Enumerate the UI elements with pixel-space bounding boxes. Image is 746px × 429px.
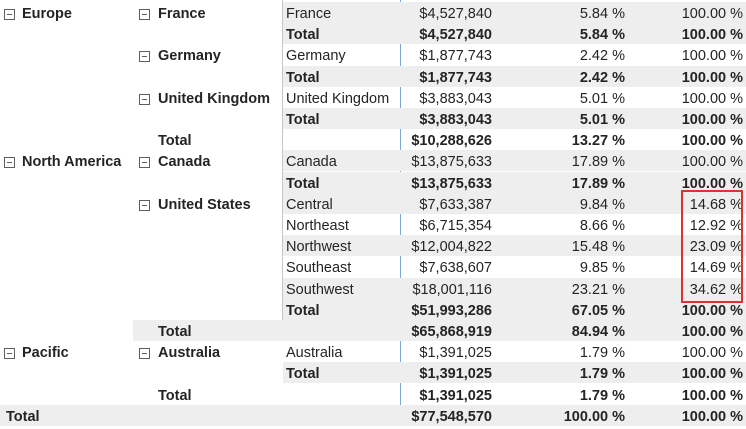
pct-of-parent-total: 100.00 % [681, 387, 743, 404]
pct-of-parent-total: 34.62 % [689, 281, 743, 298]
table-row [0, 66, 746, 87]
table-row [0, 172, 746, 193]
table-row [0, 299, 746, 320]
pct-of-parent-total: 100.00 % [681, 90, 743, 107]
country-label: Total [158, 387, 192, 404]
pct-of-grand-total: 17.89 % [571, 154, 625, 171]
pct-of-grand-total: 1.79 % [579, 366, 625, 383]
pct-of-parent-total: 100.00 % [681, 324, 743, 340]
pct-of-grand-total: 9.84 % [579, 196, 625, 213]
table-row [0, 2, 746, 23]
pct-of-parent-total: 100.00 % [681, 366, 743, 383]
pct-of-parent-total: 12.92 % [689, 218, 743, 234]
table-row [0, 320, 746, 341]
subregion-label: Total [286, 302, 320, 319]
table-row [0, 129, 746, 150]
subregion-label: Australia [286, 345, 343, 362]
pct-of-parent-total: 100.00 % [681, 345, 743, 362]
sales-value: $3,883,043 [419, 90, 492, 107]
pct-of-grand-total: 100.00 % [563, 408, 625, 425]
sales-value: $77,548,570 [411, 408, 492, 425]
country-label: Australia [158, 345, 221, 362]
sales-value: $6,715,354 [419, 218, 492, 234]
subregion-label: Germany [286, 48, 346, 65]
pct-of-parent-total: 14.69 % [689, 260, 743, 277]
sales-value: $1,391,025 [419, 345, 492, 362]
sales-value: $1,877,743 [419, 48, 492, 65]
pct-of-grand-total: 84.94 % [571, 324, 625, 340]
subregion-label: Northeast [286, 218, 349, 234]
sales-value: $13,875,633 [411, 154, 492, 171]
sales-value: $65,868,919 [411, 324, 492, 340]
pct-of-parent-total: 100.00 % [681, 6, 743, 22]
subregion-label: Canada [286, 154, 337, 171]
collapse-country-icon[interactable] [139, 51, 150, 62]
sales-value: $7,633,387 [419, 196, 492, 213]
table-row [0, 362, 746, 383]
subregion-label: Total [286, 27, 320, 44]
subregion-label: France [286, 6, 332, 22]
pct-of-parent-total: 100.00 % [681, 175, 743, 192]
pct-of-grand-total: 1.79 % [579, 387, 625, 404]
pct-of-grand-total: 5.01 % [579, 112, 625, 128]
country-label: Total [158, 133, 192, 150]
table-row [0, 150, 746, 171]
subregion-label: Northwest [286, 239, 352, 256]
table-row [0, 193, 746, 214]
table-row [0, 235, 746, 256]
sales-value: $4,527,840 [419, 6, 492, 22]
country-label: France [158, 6, 206, 22]
sales-value: $18,001,116 [412, 281, 492, 298]
collapse-region-icon[interactable] [4, 9, 15, 20]
table-row [0, 108, 746, 129]
pct-of-grand-total: 67.05 % [571, 302, 625, 319]
highlight-box [681, 190, 743, 303]
collapse-region-icon[interactable] [4, 348, 15, 359]
collapse-country-icon[interactable] [139, 348, 150, 359]
pct-of-grand-total: 2.42 % [579, 48, 625, 65]
sales-value: $7,638,607 [419, 260, 492, 277]
subregion-label: United Kingdom [286, 90, 390, 107]
sales-value: $13,875,633 [411, 175, 492, 192]
collapse-country-icon[interactable] [139, 94, 150, 105]
table-row [0, 384, 746, 405]
table-row [0, 341, 746, 362]
pct-of-grand-total: 13.27 % [571, 133, 625, 150]
subregion-label: Total [286, 112, 320, 128]
pct-of-parent-total: 100.00 % [681, 302, 743, 319]
pct-of-parent-total: 100.00 % [681, 112, 743, 128]
table-row [0, 44, 746, 65]
region-label: Europe [22, 6, 72, 22]
country-label: United Kingdom [158, 90, 270, 107]
region-label: North America [22, 154, 122, 171]
pct-of-grand-total: 8.66 % [579, 218, 625, 234]
sales-value: $51,993,286 [411, 302, 492, 319]
subregion-label: Total [286, 366, 320, 383]
subregion-label: Central [286, 196, 333, 213]
pct-of-grand-total: 5.84 % [579, 6, 625, 22]
table-row [0, 256, 746, 277]
pct-of-parent-total: 100.00 % [681, 69, 743, 86]
table-row [0, 278, 746, 299]
country-label: Germany [158, 48, 221, 65]
pct-of-grand-total: 17.89 % [571, 175, 625, 192]
region-label: Pacific [22, 345, 69, 362]
region-label: Total [6, 408, 40, 425]
pct-of-grand-total: 23.21 % [571, 281, 625, 298]
table-row [0, 214, 746, 235]
sales-value: $1,391,025 [419, 366, 492, 383]
country-label: Canada [158, 154, 211, 171]
pct-of-grand-total: 15.48 % [571, 239, 625, 256]
country-label: Total [158, 324, 192, 340]
collapse-country-icon[interactable] [139, 9, 150, 20]
pct-of-parent-total: 100.00 % [681, 48, 743, 65]
sales-value: $1,877,743 [419, 69, 492, 86]
pct-of-parent-total: 100.00 % [681, 133, 743, 150]
sales-value: $10,288,626 [411, 133, 492, 150]
sales-value: $3,883,043 [419, 112, 492, 128]
subregion-label: Southeast [286, 260, 352, 277]
table-row [0, 23, 746, 44]
subregion-label: Southwest [286, 281, 354, 298]
pct-of-grand-total: 1.79 % [579, 345, 625, 362]
collapse-country-icon[interactable] [139, 200, 150, 211]
subregion-label: Total [286, 69, 320, 86]
pct-of-parent-total: 100.00 % [681, 27, 743, 44]
pct-of-parent-total: 100.00 % [681, 408, 743, 425]
pct-of-parent-total: 100.00 % [681, 154, 743, 171]
pct-of-grand-total: 2.42 % [579, 69, 625, 86]
subregion-label: Total [286, 175, 320, 192]
pct-of-parent-total: 14.68 % [689, 196, 743, 213]
sales-value: $1,391,025 [419, 387, 492, 404]
sales-value: $4,527,840 [419, 27, 492, 44]
collapse-country-icon[interactable] [139, 157, 150, 168]
sales-value: $12,004,822 [411, 239, 492, 256]
pct-of-grand-total: 5.84 % [579, 27, 625, 44]
pct-of-grand-total: 9.85 % [579, 260, 625, 277]
country-label: United States [158, 196, 251, 213]
pct-of-parent-total: 23.09 % [689, 239, 743, 256]
pct-of-grand-total: 5.01 % [579, 90, 625, 107]
collapse-region-icon[interactable] [4, 157, 15, 168]
table-row [0, 87, 746, 108]
